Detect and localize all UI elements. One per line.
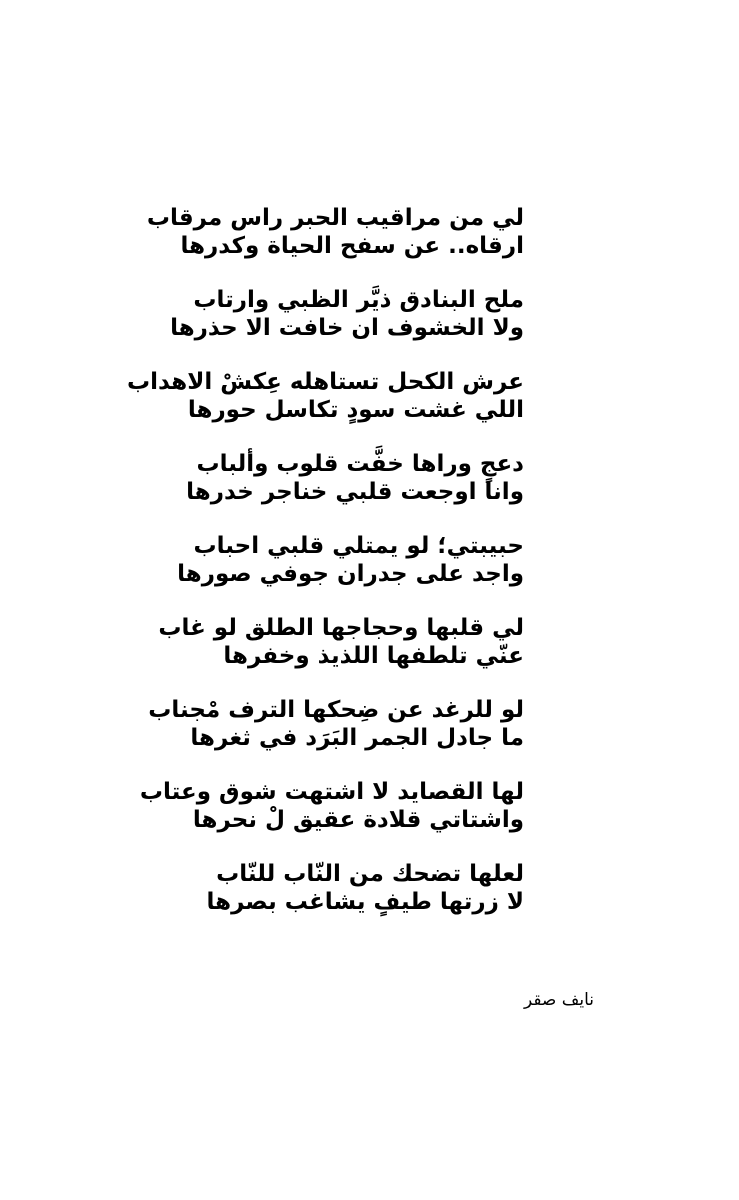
stanza-6-line-1: لي قلبها وحجاجها الطلق لو غاب <box>158 615 524 641</box>
stanza-7-line-1: لو للرغد عن ضِحكها الترف مْجناب <box>148 697 524 723</box>
stanza-5-line-2: واجد على جدران جوفي صورها <box>177 561 524 587</box>
stanza-2-line-2: ولا الخشوف ان خافت الا حذرها <box>170 315 524 341</box>
stanza-4-line-2: وانا اوجعت قلبي خناجر خدرها <box>186 479 524 505</box>
stanza-7 <box>0 688 739 770</box>
stanza-3-line-2: اللي غشت سودٍ تكاسل حورها <box>187 397 524 423</box>
stanza-8 <box>0 770 739 852</box>
stanza-6 <box>0 606 739 688</box>
stanza-8-line-1: لها القصايد لا اشتهت شوق وعتاب <box>139 779 524 805</box>
poem <box>0 196 739 934</box>
stanza-3 <box>0 360 739 442</box>
stanza-6-line-2: عنّي تلطفها اللذيذ وخفرها <box>223 643 524 669</box>
stanza-9-line-1: لعلها تضحك من النّاب للنّاب <box>216 861 524 887</box>
stanza-5-line-1: حبيبتي؛ لو يمتلي قلبي احباب <box>193 533 524 559</box>
poet-signature: نايف صقر <box>523 990 594 1010</box>
stanza-8-line-2: واشتاتي قلادة عقيق لْ نحرها <box>192 807 524 833</box>
stanza-1-line-1: لي من مراقيب الحبر راس مرقاب <box>146 205 524 231</box>
stanza-2 <box>0 278 739 360</box>
stanza-9 <box>0 852 739 934</box>
stanza-9-line-2: لا زرتها طيفٍ يشاغب بصرها <box>206 889 524 915</box>
stanza-4 <box>0 442 739 524</box>
stanza-5 <box>0 524 739 606</box>
stanza-7-line-2: ما جادل الجمر البَرَد في ثغرها <box>190 725 524 751</box>
stanza-1-line-2: ارقاه.. عن سفح الحياة وكدرها <box>180 233 524 259</box>
stanza-2-line-1: ملح البنادق ذيَّر الظبي وارتاب <box>193 287 524 313</box>
stanza-4-line-1: دعجٍ وراها خفَّت قلوب وألباب <box>196 451 524 477</box>
stanza-3-line-1: عرش الكحل تستاهله عِكشْ الاهداب <box>127 369 524 395</box>
stanza-1 <box>0 196 739 278</box>
